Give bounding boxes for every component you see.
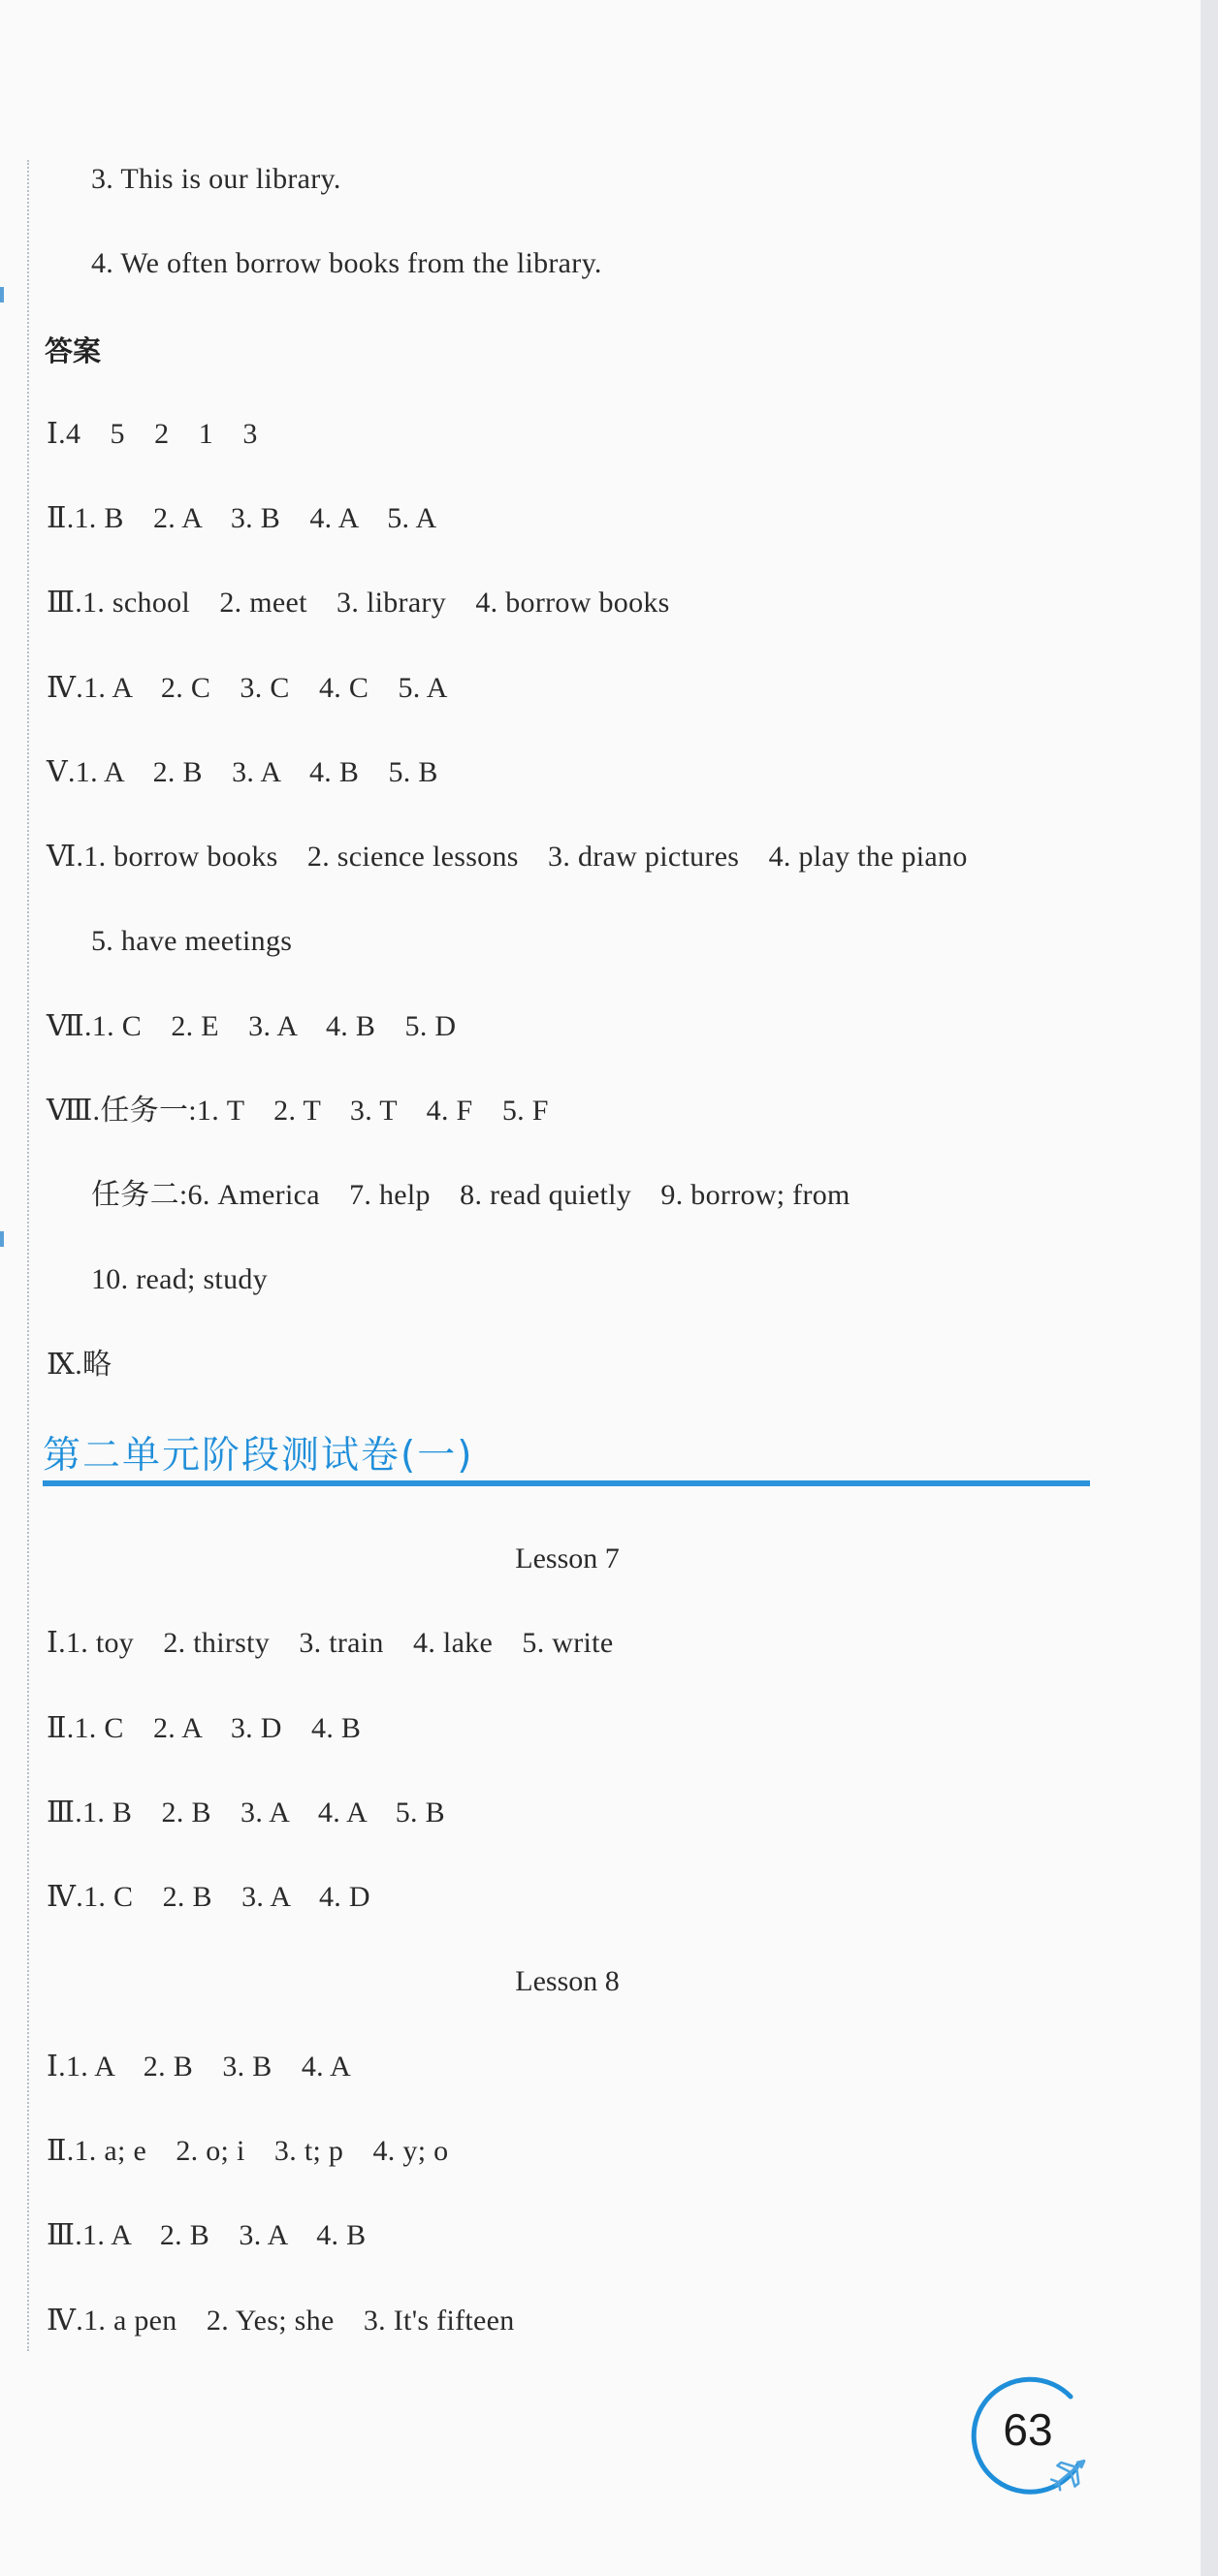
lesson-8-line: Ⅳ.1. a pen 2. Yes; she 3. It's fifteen bbox=[47, 2305, 515, 2337]
answer-line: Ⅱ.1. B 2. A 3. B 4. A 5. A bbox=[47, 502, 437, 534]
lesson-7-line: Ⅲ.1. B 2. B 3. A 4. A 5. B bbox=[47, 1797, 445, 1829]
answer-line: 任务二:6. America 7. help 8. read quietly 9. borrow; from bbox=[91, 1179, 850, 1211]
lesson-8-line: Ⅰ.1. A 2. B 3. B 4. A bbox=[47, 2051, 352, 2083]
page-edge-shadow bbox=[1201, 0, 1218, 2576]
answer-line: Ⅴ.1. A 2. B 3. A 4. B 5. B bbox=[47, 756, 438, 788]
answer-line: 10. read; study bbox=[91, 1263, 268, 1295]
answer-line: Ⅷ.任务一:1. T 2. T 3. T 4. F 5. F bbox=[47, 1095, 549, 1127]
section-title: 第二单元阶段测试卷(一) bbox=[43, 1434, 474, 1478]
binding-margin-line bbox=[27, 160, 29, 2351]
edge-mark bbox=[0, 1231, 4, 1247]
lesson-8-line: Ⅱ.1. a; e 2. o; i 3. t; p 4. y; o bbox=[47, 2135, 449, 2167]
lesson-7-line: Ⅰ.1. toy 2. thirsty 3. train 4. lake 5. write bbox=[47, 1627, 614, 1659]
answer-line: Ⅶ.1. C 2. E 3. A 4. B 5. D bbox=[47, 1010, 457, 1042]
text-line: 3. This is our library. bbox=[91, 163, 341, 195]
answer-line: Ⅲ.1. school 2. meet 3. library 4. borrow books bbox=[47, 587, 670, 619]
lesson-7-line: Ⅱ.1. C 2. A 3. D 4. B bbox=[47, 1712, 362, 1744]
lesson-7-line: Ⅳ.1. C 2. B 3. A 4. D bbox=[47, 1881, 370, 1913]
lesson-8-line: Ⅲ.1. A 2. B 3. A 4. B bbox=[47, 2219, 367, 2251]
answer-line: 5. have meetings bbox=[91, 925, 293, 957]
text-line: 4. We often borrow books from the library. bbox=[91, 247, 602, 279]
answer-line: Ⅵ.1. borrow books 2. science lessons 3. draw pictures 4. play the piano bbox=[47, 841, 968, 873]
page-number: 63 bbox=[1003, 2404, 1053, 2455]
lesson-8-title: Lesson 8 bbox=[515, 1965, 620, 1997]
section-title-underline bbox=[43, 1480, 1090, 1486]
answers-heading: 答案 bbox=[45, 334, 102, 367]
answer-line: Ⅰ.4 5 2 1 3 bbox=[47, 418, 258, 450]
answer-line: Ⅳ.1. A 2. C 3. C 4. C 5. A bbox=[47, 672, 448, 704]
lesson-7-title: Lesson 7 bbox=[515, 1542, 620, 1574]
edge-mark bbox=[0, 287, 4, 302]
answer-line: Ⅸ.略 bbox=[47, 1349, 112, 1381]
